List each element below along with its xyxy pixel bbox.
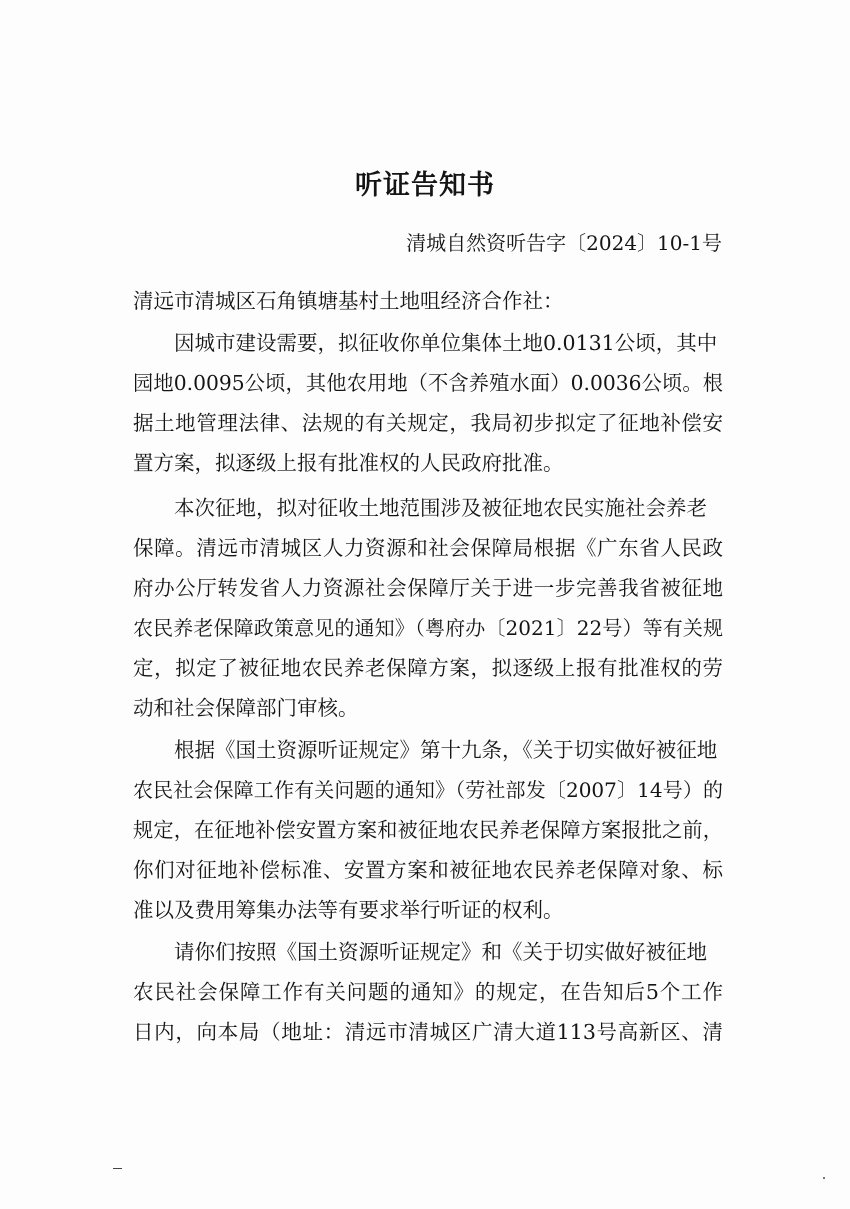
paragraph-line: 日内，向本局（地址：清远市清城区广清大道113号高新区、清 xyxy=(133,1020,723,1044)
paragraph-line: 置方案，拟逐级上报有批准权的人民政府批准。 xyxy=(133,451,564,475)
document-number: 清城自然资听告字〔2024〕10-1号 xyxy=(406,231,722,255)
document-title: 听证告知书 xyxy=(355,170,495,201)
paragraph-line: 你们对征地补偿标准、安置方案和被征地农民养老保障对象、标 xyxy=(133,858,723,882)
addressee: 清远市清城区石角镇塘基村土地咀经济合作社： xyxy=(133,289,564,313)
paragraph-line: 因城市建设需要，拟征收你单位集体土地0.0131公顷，其中 xyxy=(174,331,718,355)
page-mark xyxy=(113,1168,122,1169)
paragraph-line: 府办公厅转发省人力资源社会保障厅关于进一步完善我省被征地 xyxy=(133,576,723,600)
paragraph-line: 本次征地，拟对征收土地范围涉及被征地农民实施社会养老 xyxy=(174,496,707,520)
paragraph-line: 园地0.0095公顷，其他农用地（不含养殖水面）0.0036公顷。根 xyxy=(133,371,723,395)
scan-speck xyxy=(823,1177,825,1179)
paragraph-line: 保障。清远市清城区人力资源和社会保障局根据《广东省人民政 xyxy=(133,536,723,560)
paragraph-line: 农民养老保障政策意见的通知》（粤府办〔2021〕22号）等有关规 xyxy=(133,616,723,640)
paragraph-line: 准以及费用筹集办法等有要求举行听证的权利。 xyxy=(133,898,564,922)
paragraph-line: 动和社会保障部门审核。 xyxy=(133,696,359,720)
paragraph-line: 据土地管理法律、法规的有关规定，我局初步拟定了征地补偿安 xyxy=(133,411,723,435)
paragraph-line: 农民社会保障工作有关问题的通知》（劳社部发〔2007〕14号）的 xyxy=(133,778,723,802)
paragraph-line: 定，拟定了被征地农民养老保障方案，拟逐级上报有批准权的劳 xyxy=(133,656,723,680)
paragraph-line: 请你们按照《国土资源听证规定》和《关于切实做好被征地 xyxy=(174,940,707,964)
paragraph-line: 根据《国土资源听证规定》第十九条，《关于切实做好被征地 xyxy=(174,738,718,762)
paragraph-line: 农民社会保障工作有关问题的通知》的规定，在告知后5个工作 xyxy=(133,980,723,1004)
paragraph-line: 规定，在征地补偿安置方案和被征地农民养老保障方案报批之前， xyxy=(133,818,723,842)
